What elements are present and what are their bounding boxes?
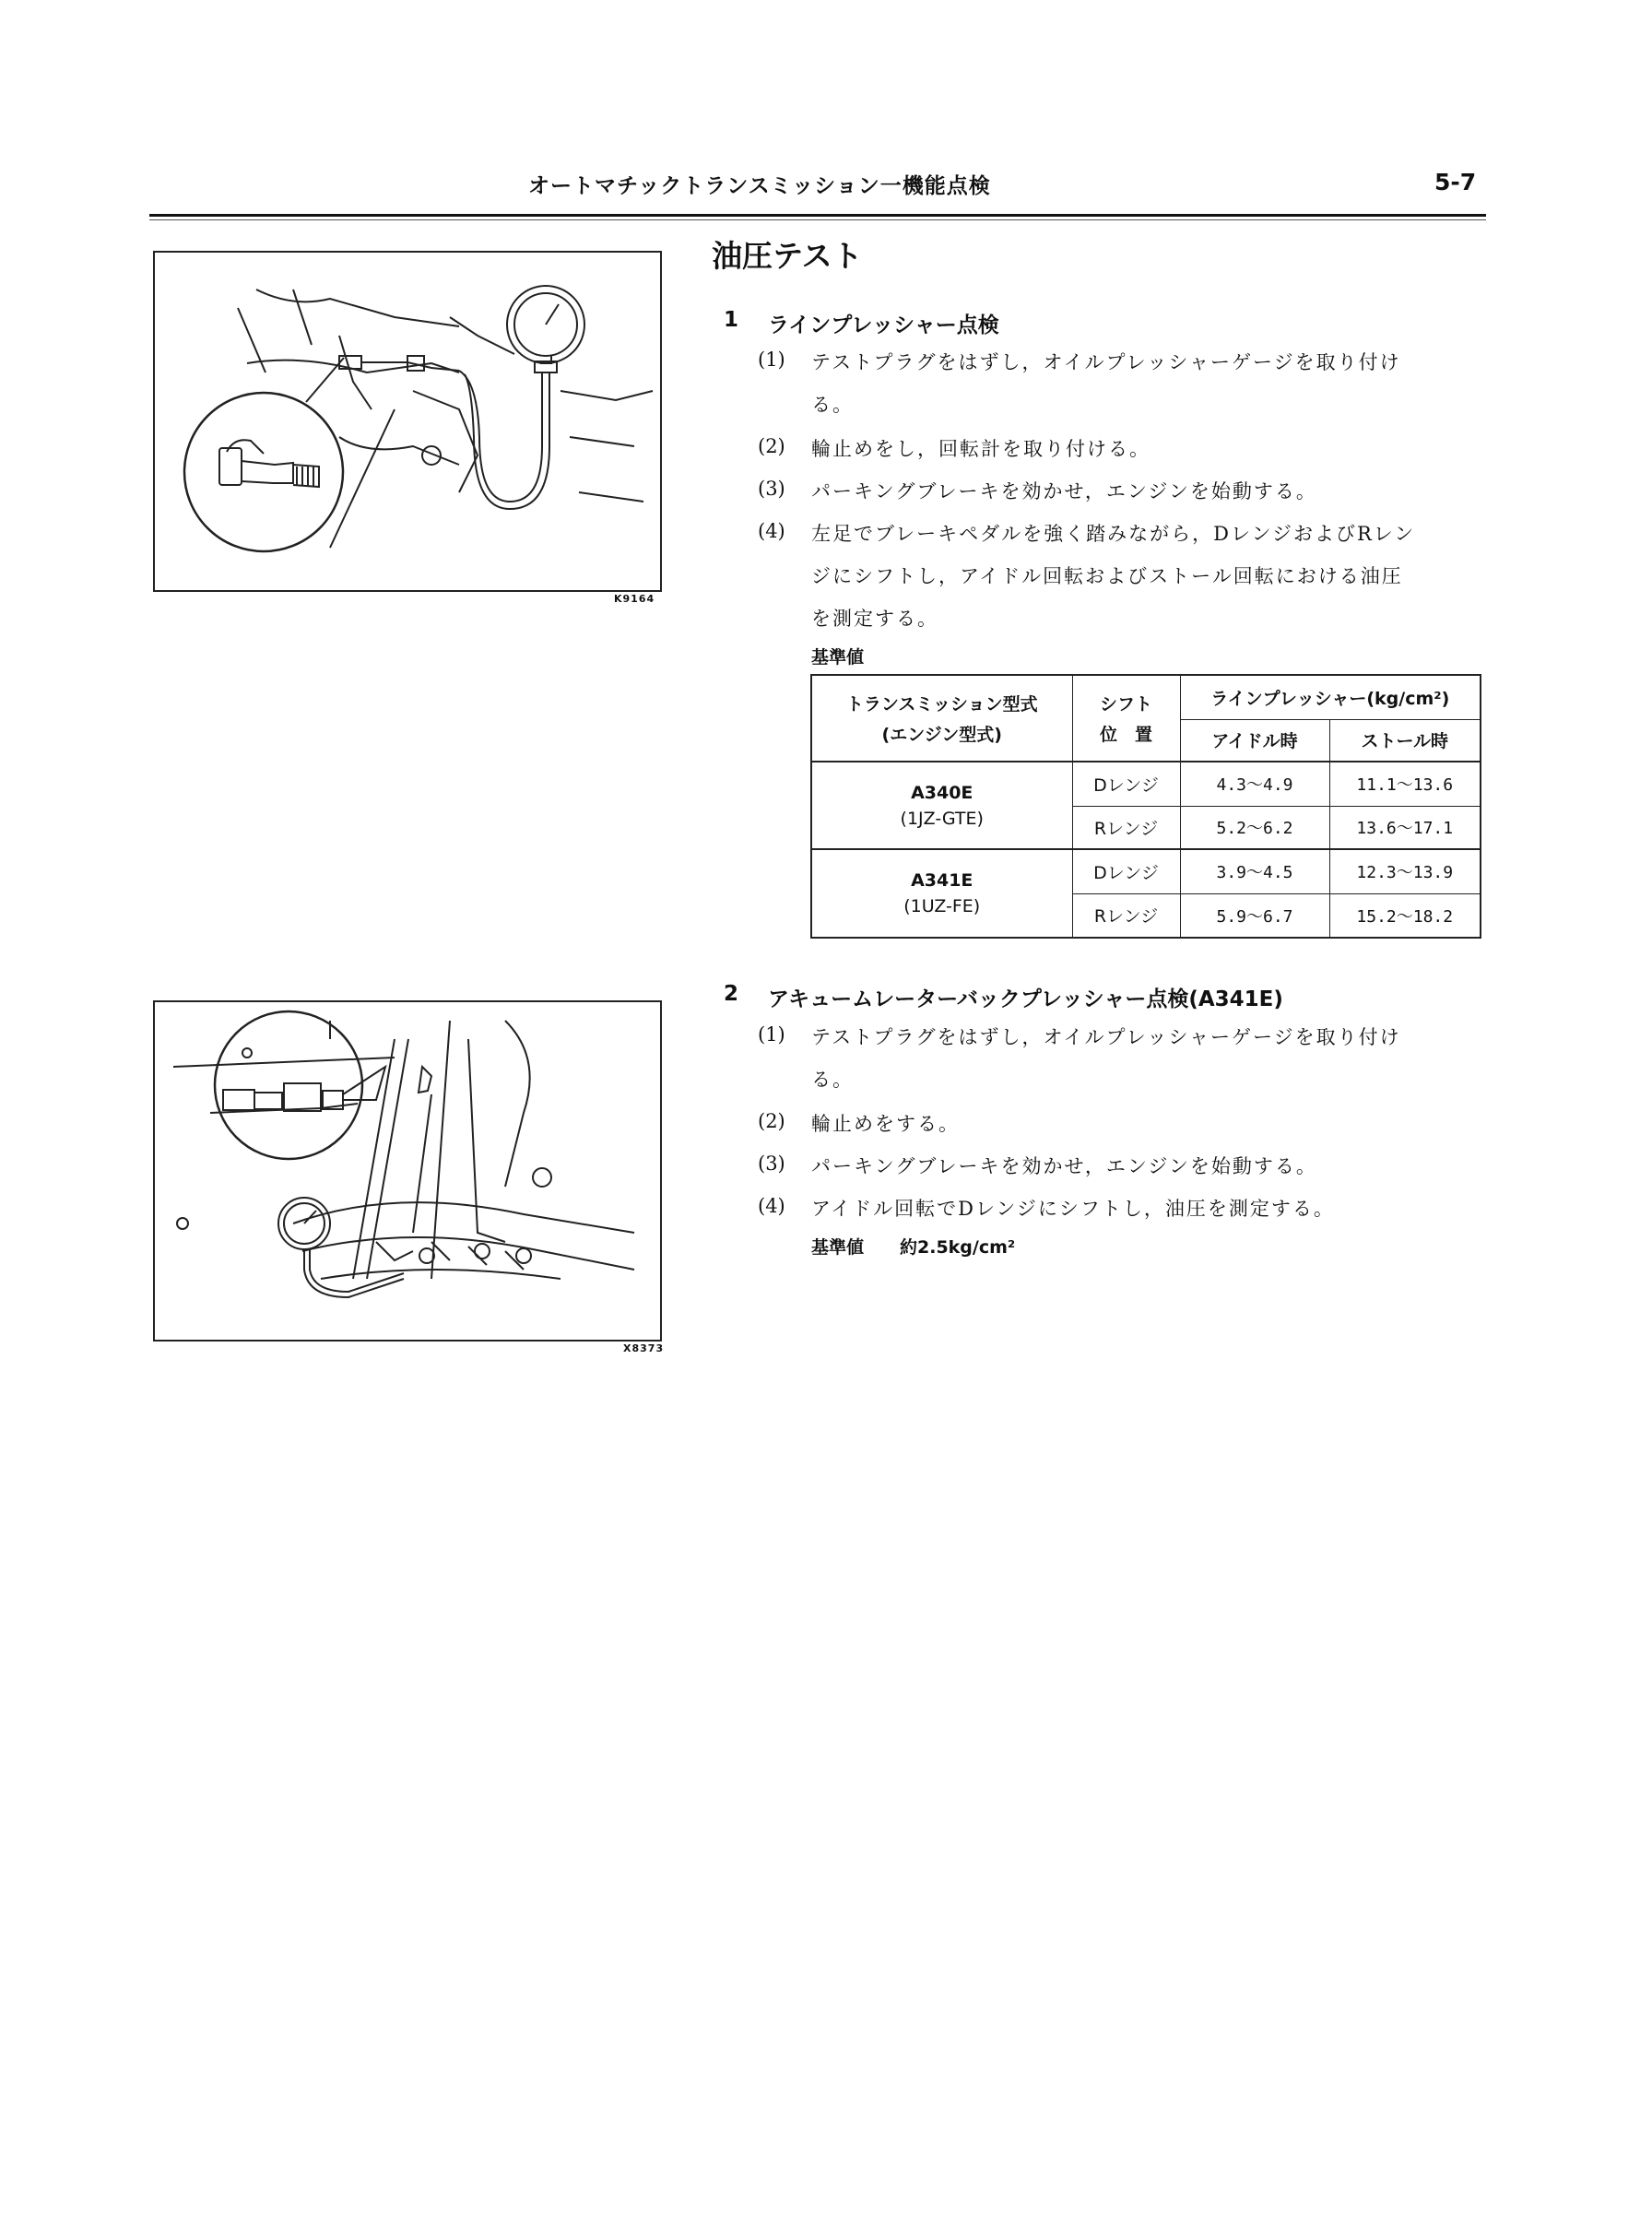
figure-accumulator-gauge [153,1000,662,1342]
header-model [811,675,1072,762]
stall-value: 11.1〜13.6 [1329,762,1481,806]
idle-value: 5.9〜6.7 [1180,893,1329,938]
stall-value: 12.3〜13.9 [1329,849,1481,893]
header-position-label: 位 置 [1099,725,1152,745]
header-shift [1072,675,1180,762]
step-line: テストプラグをはずし，オイルプレッシャーゲージを取り付け [811,351,1401,373]
step-line: る。 [811,1069,854,1091]
standard-value-label: 基準値 [811,1237,865,1258]
step-number: (2) [758,435,785,457]
header-line-pressure: ラインプレッシャー(kg/cm²) [1180,675,1481,719]
shift-cell: Dレンジ [1072,762,1180,806]
shift-cell: Rレンジ [1072,806,1180,849]
step-text: パーキングブレーキを効かせ，エンジンを始動する。 [811,480,1317,502]
header-idle: アイドル時 [1180,719,1329,762]
step-line: 左足でブレーキペダルを強く踏みながら，DレンジおよびRレン [811,523,1416,545]
idle-value: 4.3〜4.9 [1180,762,1329,806]
shift-cell: Rレンジ [1072,893,1180,938]
header-rule [149,214,1486,217]
stall-value: 13.6〜17.1 [1329,806,1481,849]
step-number: (3) [758,478,785,500]
header-engine-label: (エンジン型式) [881,725,1002,745]
step-number: (1) [758,349,785,371]
step-line: る。 [811,394,854,416]
step-text: パーキングブレーキを効かせ，エンジンを始動する。 [811,1155,1317,1177]
step-text: アイドル回転でDレンジにシフトし，油圧を測定する。 [811,1198,1335,1220]
model-name: A341E [911,870,974,891]
engine-name: (1JZ-GTE) [900,808,984,829]
header-shift-label: シフト [1099,694,1152,715]
header-stall: ストール時 [1329,719,1481,762]
step-number: (3) [758,1152,785,1175]
step-number: (1) [758,1023,785,1046]
idle-value: 5.2〜6.2 [1180,806,1329,849]
idle-value: 3.9〜4.5 [1180,849,1329,893]
section-title: 油圧テスト [712,238,863,274]
step-line: ジにシフトし，アイドル回転およびストール回転における油圧 [811,565,1403,587]
step-line: を測定する。 [811,608,938,630]
step-text: 輪止めをする。 [811,1113,960,1135]
subsection-title: アキュームレーターバックプレッシャー点検(A341E) [768,987,1283,1011]
header-model-label: トランスミッション型式 [845,694,1038,715]
step-text [811,1016,1401,1101]
subsection-number: 1 [724,308,739,332]
figure-line-pressure-gauge [153,251,662,592]
subsection-title: ラインプレッシャー点検 [768,313,999,337]
step-text [811,341,1401,426]
header-rule-thin [149,219,1486,220]
accumulator-gauge-illustration [155,1002,660,1340]
engine-name: (1UZ-FE) [903,896,981,916]
step-number: (2) [758,1110,785,1132]
stall-value: 15.2〜18.2 [1329,893,1481,938]
shift-cell: Dレンジ [1072,849,1180,893]
running-header-title: オートマチックトランスミッション一機能点検 [528,174,991,198]
page-number: 5-7 [1434,169,1477,195]
model-cell [811,762,1072,849]
figure-code: X8373 [623,1342,665,1354]
line-pressure-spec-table [810,674,1481,939]
step-line: テストプラグをはずし，オイルプレッシャーゲージを取り付け [811,1026,1401,1048]
model-cell [811,849,1072,938]
step-text [811,513,1415,640]
step-text: 輪止めをし，回転計を取り付ける。 [811,438,1150,460]
subsection-number: 2 [724,982,739,1006]
standard-value: 約2.5kg/cm² [900,1237,1016,1258]
model-name: A340E [911,782,974,803]
gauge-hookup-illustration [155,253,660,590]
standard-value-label: 基準値 [811,647,865,668]
step-number: (4) [758,1195,785,1217]
figure-code: K9164 [614,593,655,605]
step-number: (4) [758,520,785,542]
